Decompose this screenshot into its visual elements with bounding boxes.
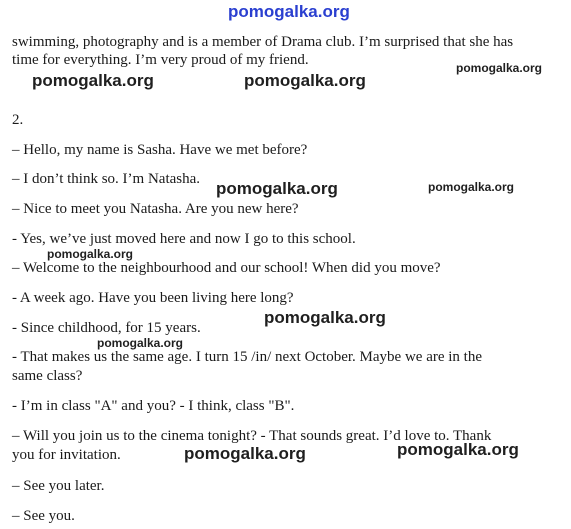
- watermark: pomogalka.org: [264, 308, 386, 327]
- watermark: pomogalka.org: [216, 179, 338, 198]
- text-line: you for invitation.: [12, 447, 121, 463]
- watermark-top: pomogalka.org: [228, 2, 350, 21]
- watermark: pomogalka.org: [32, 71, 154, 90]
- text-line: – Welcome to the neighbourhood and our school! When did you move?: [12, 260, 441, 276]
- watermark: pomogalka.org: [456, 61, 543, 75]
- text-line: - Yes, we’ve just moved here and now I go to this school.: [12, 231, 356, 247]
- watermark: pomogalka.org: [97, 336, 184, 350]
- text-line: - Since childhood, for 15 years.: [12, 320, 201, 336]
- text-line: swimming, photography and is a member of Drama club. I’m surprised that she has: [12, 34, 514, 50]
- watermark: pomogalka.org: [397, 440, 519, 459]
- text-line: same class?: [12, 368, 83, 384]
- watermark: pomogalka.org: [47, 247, 134, 261]
- text-line: – See you later.: [12, 478, 105, 494]
- text-line: 2.: [12, 112, 24, 128]
- text-line: – I don’t think so. I’m Natasha.: [12, 171, 201, 187]
- watermark: pomogalka.org: [244, 71, 366, 90]
- watermark: pomogalka.org: [184, 444, 306, 463]
- text-line: – Will you join us to the cinema tonight? - That sounds great. I’d love to. Thank: [12, 428, 492, 444]
- text-line: – Hello, my name is Sasha. Have we met before?: [12, 142, 308, 158]
- text-line: - I’m in class "A" and you? - I think, class "B".: [12, 398, 295, 414]
- watermark: pomogalka.org: [428, 180, 515, 194]
- text-line: – See you.: [12, 508, 75, 524]
- text-line: - That makes us the same age. I turn 15 /in/ next October. Maybe we are in the: [12, 349, 482, 365]
- text-line: - A week ago. Have you been living here long?: [12, 290, 294, 306]
- text-line: time for everything. I’m very proud of my friend.: [12, 52, 309, 68]
- text-line: – Nice to meet you Natasha. Are you new here?: [12, 201, 299, 217]
